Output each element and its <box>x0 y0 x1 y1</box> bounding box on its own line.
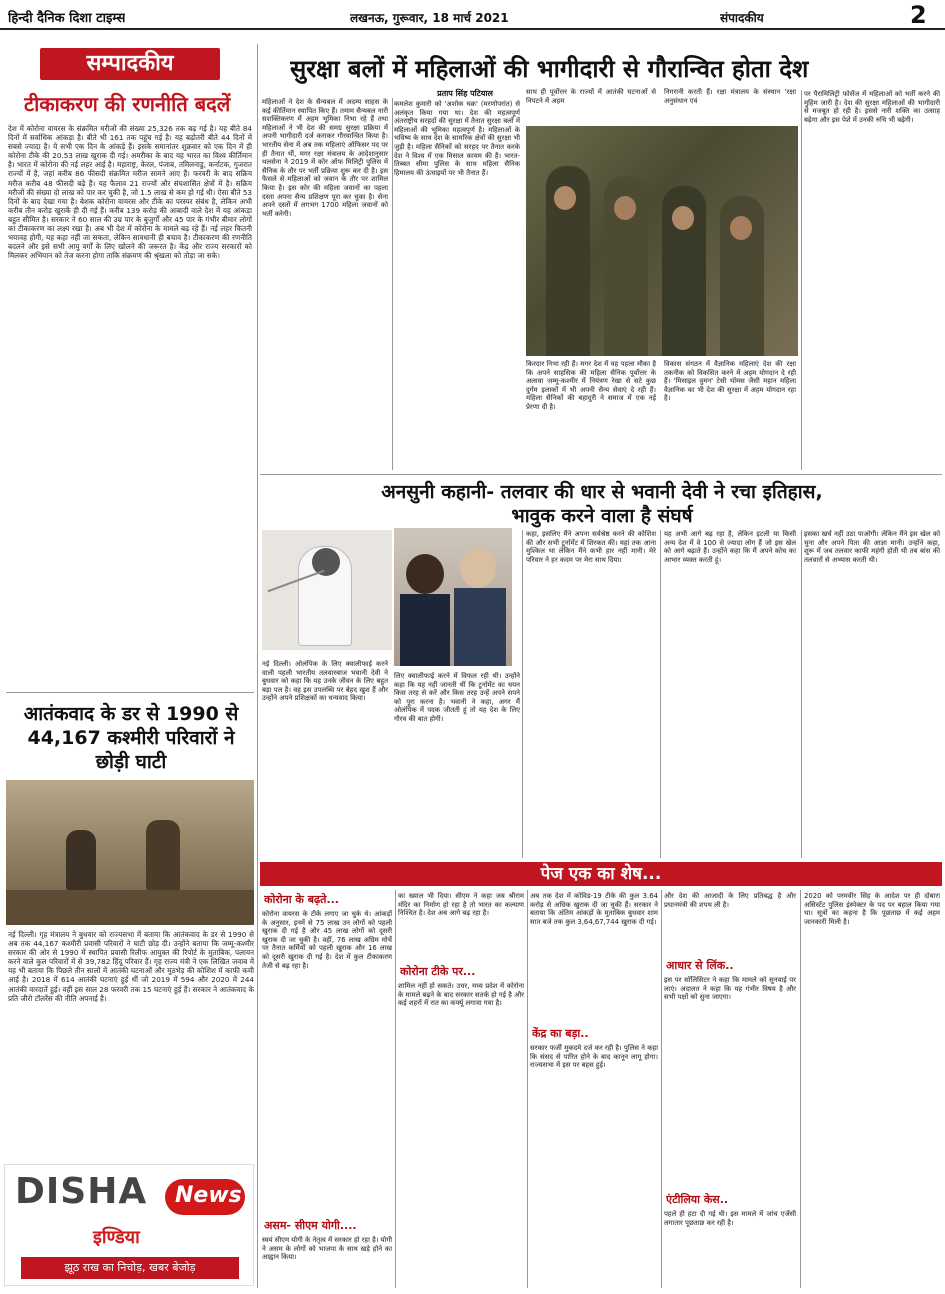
editorial-title: टीकाकरण की रणनीति बदलें <box>24 92 231 116</box>
bhavani-headline-2: भावुक करने वाला है संघर्ष <box>511 505 693 527</box>
shesh-title-corona-tike: कोरोना टीके पर... <box>400 965 476 978</box>
main-headline: सुरक्षा बलों में महिलाओं की भागीदारी से गौरान्वित होता देश <box>290 55 809 83</box>
column-rule <box>801 90 802 470</box>
editorial-banner <box>40 48 220 80</box>
shesh-banner <box>260 862 942 886</box>
bhavani-col-4: यह अभी आगे बढ़ रहा है, लेकिन इटली या किसी अन्य देश में वे 100 से ज्यादा लोग हैं जो इस खेल को आगे बढ़ाते हैं। उन्होंने कहा कि मैं अपने कोच का आभार व्यक्त करती हूं। <box>664 530 796 564</box>
column-rule <box>800 890 801 1288</box>
shesh-title-corona: कोरोना के बढ़ते... <box>264 893 339 906</box>
shesh-title-antilia: एंटीलिया केस.. <box>666 1193 729 1206</box>
shesh-body-kendra: सरकार फर्जी मुकदमे दर्ज कर रही है। पुलिस ने कहा कि संसद से पारित होने के बाद कानून लागू होगा। राज्यसभा में इस पर बहस हुई। <box>530 1044 658 1070</box>
bhavani-col-3: कहा, इसलिए मैंने अपना सर्वश्रेष्ठ करने की कोशिश की और सभी टूर्नामेंट में शिरकत की। यहां तक आना मुश्किल था लेकिन मैंने कभी हार नहीं मानी। मेरे परिवार ने हर कदम पर मेरा साथ दिया। <box>526 530 656 564</box>
photo-caption-top: साथ ही पूर्वोत्तर के राज्यों में आतंकी घटनाओं से निपटने में अहम <box>526 88 656 105</box>
column-rule <box>527 890 528 1288</box>
bhavani-col-1: नई दिल्ली। ओलंपिक के लिए क्वालीफाई करने वाली पहली भारतीय तलवारबाज भवानी देवी ने बुधवार को कहा कि यह उनके जीवन के लिए बहुत बड़ा पल है। वह इस उपलब्धि पर बेहद खुश हैं और उन्होंने अपने प्रशिक्षकों का धन्यवाद किया। <box>262 660 388 703</box>
shesh-body-antilia: पहले ही हटा दी गई थी। इस मामले में जांच एजेंसी लगातार पूछताछ कर रही है। <box>664 1210 796 1227</box>
editorial-banner-text: सम्पादकीय <box>86 51 174 76</box>
kashmir-photo <box>6 780 254 925</box>
editorial-body: देश में कोरोना वायरस के संक्रमित मरीजों की संख्या 25,326 तक बढ़ गई है। यह बीते 84 दिनों में सर्वाधिक आंकड़ा है। बीते भी 161 तक पहुंच गई है। यह बढ़ोतरी बीते 44 दिनों में सबसे ज्यादा है। ये सभी एक दिन के आंकड़े हैं। इसके समानांतर शुक्रवार को एक दिन में ही कोरोना टीके की 20.53 लाख खुराक दी गई। अमरीका के बाद यह भारत का विश्व कीर्तिमान है। भारत में कोरोना की नई लहर आई है। महाराष्ट्र, केरल, पंजाब, तमिलनाडु, कर्नाटक, गुजरात राज्यों में है, जहां करीब 86 फीसदी संक्रमित मरीज सामने आए हैं। फरवरी के बाद सक्रिय मरीज करीब 48 फीसदी बढ़े हैं। यह फैलाव 21 राज्यों और संघशासित क्षेत्रों में है। सक्रिय मरीजों की संख्या दो लाख को पार कर चुकी है, जो 1.5 लाख से कम हो गई थी। ऐसा बीते 53 दिनों के बाद देखा गया है। बेशक कोरोना वायरस और टीके का परस्पर संबंध है, लेकिन अभी करीब तीन करोड़ खुराकें ही दी गई हैं। करीब 139 करोड़ की आबादी वाले देश में यह आंकड़ा बहुत सीमित है। सरकार ने 60 साल की उम्र पार के बुजुर्गों और 45 पार के गंभीर बीमार लोगों का टीकाकरण का लक्ष्य रखा है। अब भी देश में कोरोना के मामले बढ़ रहे हैं। नई लहर कितनी भयावह होगी, यह कहा नहीं जा सकता, लेकिन सावधानी ही बचाव है। टीकाकरण की रणनीति बदलने और इसे सभी आयु वर्गों के लिए खोलने की जरूरत है। केंद्र और राज्य सरकारों को मिलकर अभियान को तेज करना होगा ताकि संक्रमण की श्रृंखला को तोड़ा जा सके। <box>8 124 252 261</box>
shesh-banner-text: पेज एक का शेष... <box>540 864 662 884</box>
shesh-body-assam: स्वयं सीएम योगी के नेतृत्व में सरकार हो रहा है। योगी ने असम के लोगों को भाजपा के साथ खड़े होने का आह्वान किया। <box>262 1236 392 1262</box>
bhavani-col-2: लिए क्वालीफाई करने में विफल रही थी। उन्होंने कहा कि यह नहीं जानती थीं कि टूर्नामेंट का चयन किस तरह से करें और किस तरह उन्हें अपने सपने को पूरा करना है। भवानी ने कहा, अगर मैं ओलंपिक में पदक जीतती हूं तो यह देश के लिए गौरव की बात होगी। <box>394 672 520 723</box>
bhavani-headline-1: अनसुनी कहानी- तलवार की धार से भवानी देवी ने रचा इतिहास, <box>381 481 823 503</box>
logo-sub: इण्डिया <box>93 1227 140 1248</box>
logo-news: News <box>175 1183 242 1208</box>
main-col-4: विकास संगठन में वैज्ञानिक महिलाएं देश की रक्षा तकनीक को विकसित करने में अहम योगदान दे रही हैं। 'मिसाइल वुमन' टेसी थॉमस जैसी महान महिला वैज्ञानिक का भी देश की सुरक्षा में अहम योगदान रहा है। <box>664 360 796 403</box>
shesh-body-azadi: और देश की आजादी के लिए प्रतिबद्ध है और प्रधानमंत्री की शपथ ली है। <box>664 892 796 909</box>
shesh-body-vaccine: अब तक देश में कोविड-19 टीके की कुल 3.64 करोड़ से अधिक खुराक दी जा चुकी हैं। सरकार ने बताया कि अंतिम आंकड़ों के मुताबिक बुधवार शाम सात बजे तक कुल 3,64,67,744 खुराक दी गई। <box>530 892 658 926</box>
bhavani-photo-fencing <box>262 530 392 650</box>
shesh-body-corona-tike: शामिल नहीं हो सकते। उधर, मध्य प्रदेश में कोरोना के मामले बढ़ने के बाद सरकार सतर्क हो गई है और कई शहरों में रात का कर्फ्यू लगाया गया है। <box>398 982 524 1008</box>
photo-caption-right: निगरानी करती हैं। रक्षा मंत्रालय के संस्थान 'रक्षा अनुसंधान एवं <box>664 88 796 105</box>
shesh-body-corona-cont: का ख्याल भी दिया। सीएम ने कहा जब श्रीराम मंदिर का निर्माण हो रहा है तो भारत का कल्याण निश्चित है। देश अब आगे बढ़ रहा है। <box>398 892 524 918</box>
paper-name: हिन्दी दैनिक दिशा टाइम्स <box>8 11 126 26</box>
column-rule <box>257 44 258 1288</box>
main-col-2: कमलेश कुमारी को 'अशोक चक्र' (मरणोपरांत) से अलंकृत किया गया था। देश की महत्वपूर्ण अंतराष्ट्रीय सरहदों की सुरक्षा में तैनात सुरक्षा बलों में महिलाओं की भूमिका महत्वपूर्ण है। महिलाओं के भविष्य के साथ देश के सामरिक क्षेत्रों की सुरक्षा भी जुड़ी है। महिला सैनिकों को सरहद पर तैनात करके देश ने विश्व में एक मिसाल कायम की है। भारत-तिब्बत सीमा पुलिस के साथ महिला सैनिक हिमालय की ऊंचाइयों पर भी तैनात हैं। <box>394 100 520 177</box>
kashmir-headline: आतंकवाद के डर से 1990 से 44,167 कश्मीरी परिवारों ने छोड़ी घाटी <box>23 703 239 773</box>
shesh-body-parambir: 2020 को परमवीर सिंह के आदेश पर ही दोबारा असिस्टेंट पुलिस इंस्पेक्टर के पद पर बहाल किया गया था। सूत्रों का कहना है कि पूछताछ में कई अहम जानकारी मिली है। <box>804 892 940 926</box>
masthead <box>0 0 945 30</box>
column-rule <box>661 890 662 1288</box>
page-number: 2 <box>910 1 927 29</box>
shesh-title-assam: असम- सीएम योगी.... <box>264 1219 357 1232</box>
column-rule <box>660 530 661 858</box>
logo-tagline: झूठ राख का निचोड़, खबर बेजोड़ <box>21 1257 239 1279</box>
shesh-body-aadhar: इस पर सॉलिसिटर ने कहा कि मामले को सुनवाई पर लाएं। अदालत ने कहा कि यह गंभीर विषय है और सभी पक्षों को सुना जाएगा। <box>664 976 796 1002</box>
column-rule <box>801 530 802 858</box>
soldiers-photo <box>526 126 798 356</box>
shesh-title-aadhar: आधार से लिंक.. <box>666 959 734 972</box>
disha-news-logo <box>4 1164 254 1286</box>
shesh-body-corona: कोरोना वायरस के टीके लगाए जा चुके थे। आंकड़ों के अनुसार, इनमें से 75 लाख उन लोगों को पहली खुराक दी गई है और 45 लाख लोगों को दूसरी खुराक दी जा चुकी है। वहीं, 76 लाख अग्रिम मोर्चे पर तैनात कर्मियों को पहली खुराक और 16 लाख को दूसरी खुराक दी गई है। देश में कुल टीकाकरण तेजी से बढ़ रहा है। <box>262 910 392 970</box>
dateline: लखनऊ, गुरूवार, 18 मार्च 2021 <box>350 11 509 25</box>
main-col-3: किरदार निभा रही हैं। मगर देश में यह पहला मौका है कि अपने साहसिक की महिला सैनिक पूर्वोत्तर के अलावा जम्मू-कश्मीर में नियंत्रण रेखा से सटे कुछ दुर्गम इलाकों में भी अपनी सैन्य सेवाएं दे रही हैं। महिला सैनिकों की बहादुरी ने समाज में एक नई प्रेरणा दी है। <box>526 360 656 411</box>
main-byline: प्रताप सिंह पटियाल <box>437 89 493 98</box>
column-rule <box>392 98 393 470</box>
bhavani-photo-coach <box>394 528 512 666</box>
shesh-title-kendra: केंद्र का बड़ा.. <box>532 1027 589 1040</box>
kashmir-body: नई दिल्ली। गृह मंत्रालय ने बुधवार को राज्यसभा में बताया कि आतंकवाद के डर से 1990 से अब तक 44,167 कश्मीरी प्रवासी परिवारों ने घाटी छोड़ दी। उन्होंने बताया कि जम्मू-कश्मीर सरकार की ओर से 1990 में स्थापित प्रवासी रिलीफ आयुक्त की रिपोर्ट के मुताबिक, पलायन करने वाले कुल परिवारों में से 39,782 हिंदू परिवार हैं। गृह राज्य मंत्री ने एक लिखित जवाब में यह भी बताया कि पिछले तीन सालों में आतंकी घटनाओं और मुठभेड़ की कोशिश में काफी कमी आई है। 2018 में 614 आतंकी घटनाएं हुई थीं जो 2019 में 594 और 2020 में 244 आतंकी वारदातें हुई। वहीं इस साल 28 फरवरी तक 15 घटनाएं हुई हैं। सरकार ने आतंकवाद के प्रति जीरो टॉलरेंस की नीति अपनाई है। <box>8 930 254 1003</box>
column-rule <box>395 890 396 1288</box>
logo-word: DISHA <box>15 1171 148 1212</box>
section-label: संपादकीय <box>720 11 764 25</box>
bhavani-col-5: इसका खर्च नहीं उठा पाओगी। लेकिन मैंने इस खेल को चुना और अपने पिता की आज्ञा मानी। उन्होंने कहा, शुरू में जब तलवार काफी महंगी होती थी तब बांस की तलवारों से अभ्यास करती थी। <box>804 530 940 564</box>
column-rule <box>522 530 523 858</box>
main-col-5: पर पैरामिलिट्री फोर्सेज में महिलाओं को भर्ती करने की मुहिम जारी है। देश की सुरक्षा महिलाओं की भागीदारी से मजबूत हो रही है। इससे नारी शक्ति का उत्साह बढ़ेगा और इस पेशे में उनकी रुचि भी बढ़ेगी। <box>804 90 940 124</box>
divider <box>6 692 254 693</box>
divider <box>260 474 942 475</box>
main-col-1: महिलाओं ने देश के सैन्यबल में अदम्य साहस के कई कीर्तिमान स्थापित किए हैं। तमाम सैन्यबल नारी सशक्तिकरण में अहम भूमिका निभा रहे हैं तथा महिलाओं ने भी देश की समग्र सुरक्षा प्रक्रिया में अपनी भागीदारी दर्ज कराकर गौरवान्वित किया है। भारतीय सेना में अब तक महिलाएं ऑफिसर पद पर ही तैनात थीं, मगर रक्षा मंत्रालय के आदेशानुसार थलसेना ने 2019 में कोर ऑफ मिलिट्री पुलिस में सैनिक के तौर पर भर्ती प्रक्रिया शुरू कर दी है। इस फैसले से महिलाओं को जवान के तौर पर शामिल किया है। इस कोर की महिला जवानों का पहला दस्ता अपना सैन्य प्रशिक्षण पूरा कर चुका है। सेना अपने दस्तों में लगभग 1700 महिला जवानों को भर्ती करेगी। <box>262 98 388 218</box>
